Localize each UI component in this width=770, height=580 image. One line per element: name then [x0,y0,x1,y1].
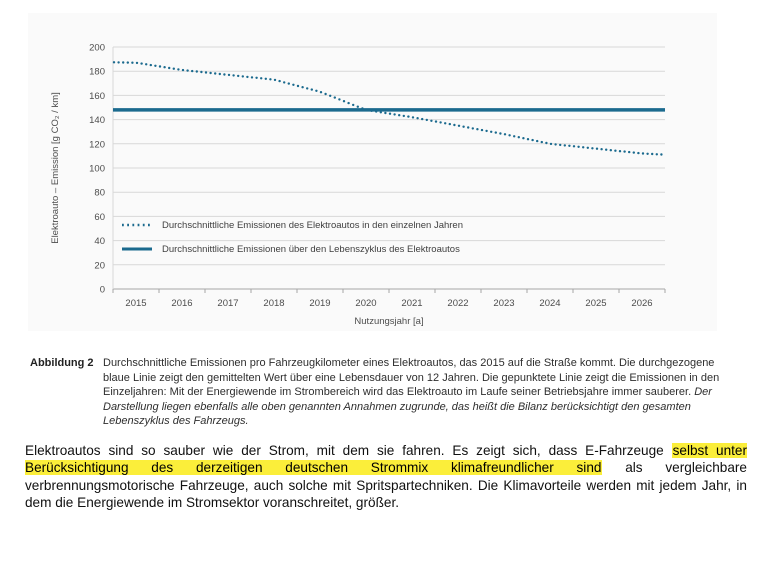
emissions-chart-panel [28,13,717,331]
svg-text:2016: 2016 [171,298,193,309]
legend-label: Durchschnittliche Emissionen über den Lebenszyklus des Elektroautos [162,244,460,255]
svg-text:2017: 2017 [217,298,239,309]
figure-caption [30,356,742,429]
svg-text:40: 40 [94,236,105,248]
svg-text:2025: 2025 [585,298,607,309]
body-text-before: Elektroautos sind so sauber wie der Strom, mit dem sie fahren. Es zeigt sich, dass E-Fahrzeuge [25,443,672,458]
figure-caption-label: Abbildung 2 [30,357,94,369]
svg-text:2015: 2015 [125,298,147,309]
x-axis-title: Nutzungsjahr [a] [354,316,424,327]
svg-text:120: 120 [89,139,105,151]
svg-text:2019: 2019 [309,298,331,309]
svg-text:2020: 2020 [355,298,377,309]
figure-caption-text [103,356,742,429]
body-paragraph [25,442,747,512]
svg-text:20: 20 [94,260,105,272]
svg-text:0: 0 [99,284,105,296]
highlighted-text: selbst unter Berücksichtigung des derzeitigen deutschen Strommix klimafreundlicher sind [25,443,747,476]
chart-legend [122,220,463,255]
emissions-line-chart [28,13,717,331]
svg-text:2024: 2024 [539,298,561,309]
svg-text:2018: 2018 [263,298,285,309]
y-tick-labels [89,43,105,296]
svg-text:200: 200 [89,42,105,54]
x-axis-ticks [113,289,665,293]
svg-text:60: 60 [94,211,105,223]
caption-italic-text: Der Darstellung liegen ebenfalls alle oben genannten Annahmen zugrunde, das heißt die Bilanz berücksichtigt den gesamten Lebenszyklus des Fahrzeugs. [103,386,712,428]
svg-text:160: 160 [89,90,105,102]
y-axis-title: Elektroauto – Emission [g CO₂ / km] [50,92,61,244]
body-text-after: als vergleichbare verbrennungsmotorische Fahrzeuge, auch solche mit Spritspartechniken. Die Klimavorteile werden mit jedem Jahr, in dem die Energiewende im Stromsektor voranschreitet, größer. [25,460,747,511]
svg-text:2026: 2026 [631,298,653,309]
caption-regular-text: Durchschnittliche Emissionen pro Fahrzeugkilometer eines Elektroautos, das 2015 auf die Straße kommt. Die durchgezogene blaue Linie zeigt den gemittelten Wert über eine Lebensdauer von 12 Jahren. Die gepunktete Linie zeigt die Emissionen in den Einzeljahren: Mit der Energiewende im Strombereich wird das Elektroauto im Laufe seiner Betriebsjahre immer sauberer. [103,357,720,399]
svg-text:80: 80 [94,187,105,199]
svg-text:2022: 2022 [447,298,469,309]
legend-label: Durchschnittliche Emissionen des Elektroautos in den einzelnen Jahren [162,220,464,231]
svg-text:100: 100 [89,163,105,175]
svg-text:140: 140 [89,115,105,127]
svg-text:2021: 2021 [401,298,423,309]
x-tick-labels [125,298,652,309]
svg-text:180: 180 [89,66,105,78]
svg-text:2023: 2023 [493,298,515,309]
